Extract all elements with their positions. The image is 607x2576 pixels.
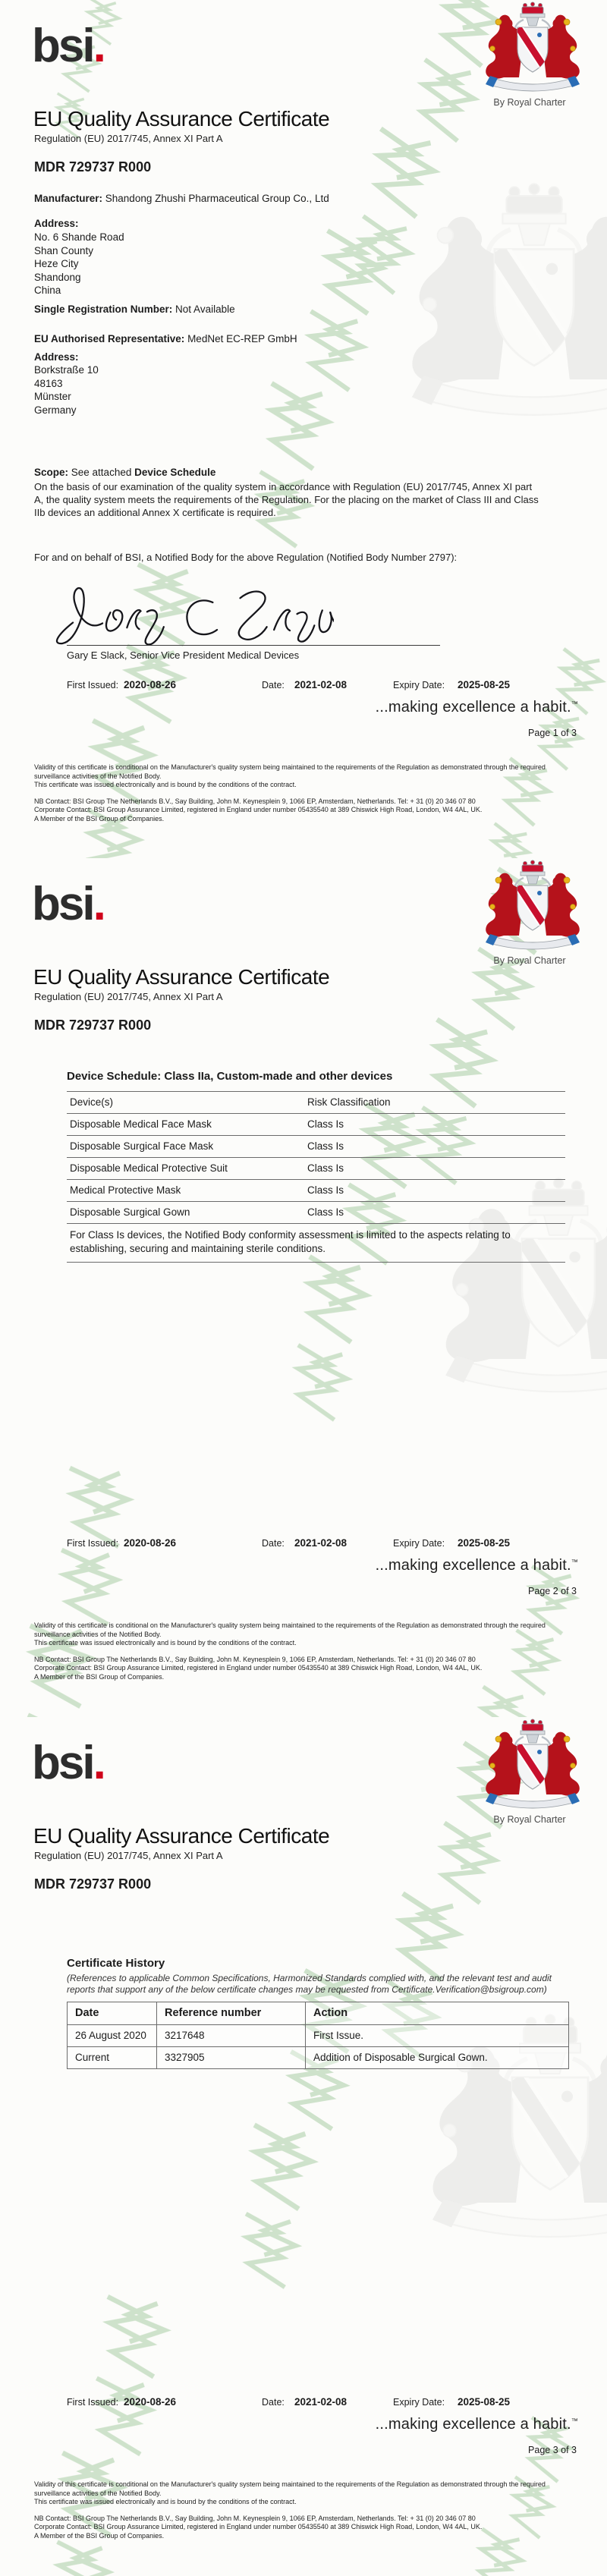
bsi-tagline [376, 1557, 578, 1574]
page-number: Page 2 of 3 [528, 1586, 577, 1596]
validity-text: Validity of this certificate is conditional on the Manufacturer's quality system being maintained to the requirements of the Regulation as demonstrated through the required surveillance activities of the Notified Body. [34, 2480, 546, 2497]
scope-text: See attached [71, 467, 132, 478]
bsi-logo-dot: . [93, 878, 104, 930]
table-row [68, 2047, 568, 2068]
corporate-contact-text: Corporate Contact: BSI Group Assurance Limited, registered in England under number 05435540 at 389 Chiswick High Road, London, W4 4AL, UK. [34, 2523, 483, 2530]
legal-fine-print [34, 763, 559, 823]
expiry-date-label: Expiry Date: [393, 1538, 445, 1549]
page-edge-line [0, 749, 607, 750]
first-issued-value: 2020-08-26 [124, 2396, 177, 2408]
first-issued-value: 2020-08-26 [124, 1537, 177, 1549]
risk-cell: Class Is [307, 1184, 344, 1196]
regulation-subtitle: Regulation (EU) 2017/745, Annex XI Part A [34, 991, 223, 1002]
electronic-issue-text: This certificate was issued electronically and is bound by the conditions of the contract. [34, 781, 297, 788]
certificate-page-1 [0, 0, 607, 858]
table-row [68, 2025, 568, 2047]
date-cell: 26 August 2020 [68, 2025, 157, 2046]
dates-row [0, 680, 607, 697]
royal-charter-crest-icon [464, 1719, 601, 1811]
royal-charter-crest-icon [464, 860, 601, 952]
action-cell: First Issue. [313, 2030, 364, 2041]
address-line: Münster [34, 391, 71, 402]
device-cell: Disposable Surgical Gown [70, 1206, 190, 1218]
certificate-page-2 [0, 858, 607, 1717]
class-is-note: For Class Is devices, the Notified Body conformity assessment is limited to the aspects relating to establishing, securing and maintaining sterile conditions. [67, 1224, 565, 1263]
first-issued-label: First Issued: [67, 1538, 119, 1549]
validity-text: Validity of this certificate is conditional on the Manufacturer's quality system being maintained to the requirements of the Regulation as demonstrated through the required surveillance activities of the Notified Body. [34, 1621, 546, 1638]
royal-charter-caption: By Royal Charter [493, 97, 566, 108]
date-value: 2021-02-08 [294, 679, 348, 690]
rep-address-label: Address: [34, 351, 79, 363]
crest-watermark [412, 184, 607, 414]
risk-cell: Class Is [307, 1162, 344, 1174]
certificate-number: MDR 729737 R000 [34, 1876, 152, 1892]
reference-cell: 3327905 [157, 2047, 306, 2068]
column-header-devices: Device(s) [70, 1096, 114, 1108]
page-edge-line [0, 1607, 607, 1609]
page-title: EU Quality Assurance Certificate [33, 107, 330, 131]
electronic-issue-text: This certificate was issued electronically and is bound by the conditions of the contract. [34, 1639, 297, 1647]
nb-contact-text: NB Contact: BSI Group The Netherlands B.V., Say Building, John M. Keynesplein 9, 1066 EP, Amsterdam, Netherlands. Tel: + 31 (0) 20 346 07 80 [34, 797, 476, 805]
certificate-history-title: Certificate History [67, 1957, 165, 1970]
nb-contact-text: NB Contact: BSI Group The Netherlands B.V., Say Building, John M. Keynesplein 9, 1066 EP, Amsterdam, Netherlands. Tel: + 31 (0) 20 346 07 80 [34, 1655, 476, 1663]
manufacturer-label: Manufacturer: [34, 193, 103, 204]
device-schedule-table [67, 1091, 565, 1263]
certificate-number: MDR 729737 R000 [34, 159, 152, 175]
page-title: EU Quality Assurance Certificate [33, 965, 330, 989]
table-row [67, 1114, 565, 1136]
trademark-symbol: ™ [571, 2417, 578, 2425]
address-line: Germany [34, 404, 77, 416]
address-line: Borkstraße 10 [34, 364, 99, 376]
address-line: China [34, 285, 61, 296]
date-label: Date: [262, 680, 285, 690]
date-cell: Current [68, 2047, 157, 2068]
reference-cell: 3217648 [157, 2025, 306, 2046]
bsi-logo [32, 878, 104, 930]
table-row [67, 1180, 565, 1202]
on-behalf-text: For and on behalf of BSI, a Notified Body for the above Regulation (Notified Body Number 2797): [34, 552, 458, 563]
device-cell: Disposable Medical Protective Suit [70, 1162, 228, 1174]
expiry-date-value: 2025-08-25 [458, 679, 511, 690]
bsi-tagline [376, 2416, 578, 2433]
certificate-number: MDR 729737 R000 [34, 1018, 152, 1033]
legal-fine-print [34, 2480, 559, 2540]
first-issued-label: First Issued: [67, 2397, 119, 2408]
table-header-row [68, 2002, 568, 2025]
scope-paragraph: On the basis of our examination of the quality system in accordance with Regulation (EU) 2017/745, Annex XI part A, the quality system meets the requirements of the Regulation. For the placing on the market of Class III and Class IIb devices an additional Annex X certificate is required. [34, 481, 539, 518]
table-row [67, 1202, 565, 1224]
eu-representative-line [34, 332, 297, 346]
first-issued-value: 2020-08-26 [124, 679, 177, 690]
page-number: Page 1 of 3 [528, 728, 577, 738]
certificate-history-table [67, 2002, 569, 2069]
eu-rep-label: EU Authorised Representative: [34, 333, 185, 344]
manufacturer-name: Shandong Zhushi Pharmaceutical Group Co., Ltd [105, 193, 329, 204]
legal-fine-print [34, 1621, 559, 1681]
certificate-history-note: (References to applicable Common Specifications, Harmonized Standards complied with, and the relevant test and audit reports that support any of the below certificate changes may be requested from Certificate.Verification@bsigroup.com) [67, 1973, 552, 1995]
royal-charter-caption: By Royal Charter [493, 1814, 566, 1825]
table-row [67, 1136, 565, 1158]
bsi-tagline [376, 699, 578, 716]
device-schedule-title: Device Schedule: Class IIa, Custom-made and other devices [67, 1070, 393, 1083]
date-label: Date: [262, 2397, 285, 2408]
date-value: 2021-02-08 [294, 1537, 348, 1549]
expiry-date-value: 2025-08-25 [458, 2396, 511, 2408]
signature-rule [67, 645, 440, 646]
address-line: No. 6 Shande Road [34, 231, 124, 243]
dates-row [0, 1538, 607, 1555]
bsi-logo-text: bsi [32, 1737, 93, 1789]
bsi-logo-dot: . [93, 1737, 104, 1789]
column-header-action: Action [313, 2007, 348, 2019]
risk-cell: Class Is [307, 1118, 344, 1130]
royal-charter-caption: By Royal Charter [493, 955, 566, 966]
manufacturer-address-label: Address: [34, 218, 79, 229]
regulation-subtitle: Regulation (EU) 2017/745, Annex XI Part A [34, 1850, 223, 1861]
address-line: Shandong [34, 271, 81, 283]
srn-label: Single Registration Number: [34, 304, 173, 315]
table-row [67, 1158, 565, 1180]
device-cell: Medical Protective Mask [70, 1184, 181, 1196]
single-registration-number [34, 303, 235, 316]
electronic-issue-text: This certificate was issued electronically and is bound by the conditions of the contract. [34, 2498, 297, 2505]
column-header-risk: Risk Classification [307, 1096, 391, 1108]
expiry-date-label: Expiry Date: [393, 2397, 445, 2408]
expiry-date-label: Expiry Date: [393, 680, 445, 690]
table-header-row [67, 1091, 565, 1114]
address-line: Shan County [34, 244, 94, 256]
corporate-contact-text: Corporate Contact: BSI Group Assurance Limited, registered in England under number 05435540 at 389 Chiswick High Road, London, W4 4AL, UK. [34, 806, 483, 813]
page-edge-line [0, 2466, 607, 2467]
nb-contact-text: NB Contact: BSI Group The Netherlands B.V., Say Building, John M. Keynesplein 9, 1066 EP, Amsterdam, Netherlands. Tel: + 31 (0) 20 346 07 80 [34, 2514, 476, 2522]
action-cell: Addition of Disposable Surgical Gown. [313, 2052, 488, 2063]
rep-address [34, 363, 99, 417]
eu-rep-name: MedNet EC-REP GmbH [187, 333, 297, 344]
scope-label: Scope: [34, 467, 69, 478]
signatory-name: Gary E Slack, Senior Vice President Medical Devices [67, 650, 300, 661]
page-title: EU Quality Assurance Certificate [33, 1824, 330, 1848]
device-cell: Disposable Surgical Face Mask [70, 1140, 214, 1152]
member-text: A Member of the BSI Group of Companies. [34, 1672, 165, 1681]
member-text: A Member of the BSI Group of Companies. [34, 814, 165, 822]
date-label: Date: [262, 1538, 285, 1549]
regulation-subtitle: Regulation (EU) 2017/745, Annex XI Part A [34, 133, 223, 144]
tagline-text: ...making excellence a habit. [375, 2416, 571, 2433]
tagline-text: ...making excellence a habit. [375, 699, 571, 716]
corporate-contact-text: Corporate Contact: BSI Group Assurance Limited, registered in England under number 05435540 at 389 Chiswick High Road, London, W4 4AL, UK. [34, 1664, 483, 1672]
manufacturer-address [34, 231, 124, 297]
validity-text: Validity of this certificate is conditional on the Manufacturer's quality system being maintained to the requirements of the Regulation as demonstrated through the required surveillance activities of the Notified Body. [34, 763, 546, 780]
page-number: Page 3 of 3 [528, 2445, 577, 2455]
dates-row [0, 2397, 607, 2414]
date-value: 2021-02-08 [294, 2396, 348, 2408]
certificate-page-3 [0, 1717, 607, 2576]
address-line: 48163 [34, 377, 63, 389]
address-line: Heze City [34, 258, 79, 269]
risk-cell: Class Is [307, 1206, 344, 1218]
column-header-reference: Reference number [157, 2002, 306, 2024]
scope-device-schedule: Device Schedule [134, 467, 216, 478]
manufacturer-line [34, 192, 565, 206]
bsi-logo-dot: . [93, 20, 104, 72]
member-text: A Member of the BSI Group of Companies. [34, 2531, 165, 2540]
bsi-logo [32, 20, 104, 72]
expiry-date-value: 2025-08-25 [458, 1537, 511, 1549]
trademark-symbol: ™ [571, 1558, 578, 1566]
bsi-logo-text: bsi [32, 20, 93, 72]
signature-image [46, 571, 334, 646]
bsi-logo-text: bsi [32, 878, 93, 930]
royal-charter-crest-icon [464, 2, 601, 94]
srn-value: Not Available [175, 304, 235, 315]
trademark-symbol: ™ [571, 700, 578, 708]
scope-line [34, 466, 215, 480]
first-issued-label: First Issued: [67, 680, 119, 690]
risk-cell: Class Is [307, 1140, 344, 1152]
device-cell: Disposable Medical Face Mask [70, 1118, 212, 1130]
bsi-logo [32, 1737, 104, 1789]
tagline-text: ...making excellence a habit. [375, 1557, 571, 1574]
column-header-date: Date [68, 2002, 157, 2024]
